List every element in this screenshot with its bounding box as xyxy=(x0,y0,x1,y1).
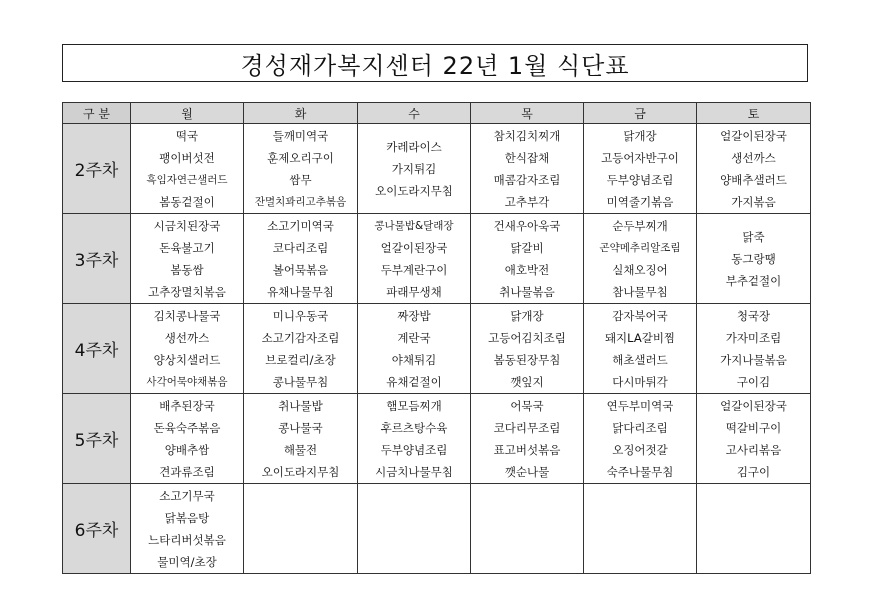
dish-item: 느타리버섯볶음 xyxy=(148,532,226,547)
dish-item: 건새우아욱국 xyxy=(493,218,561,233)
dish-item: 닭개장 xyxy=(623,128,657,143)
menu-cell-thu xyxy=(471,214,584,304)
dish-item: 고등어자반구이 xyxy=(601,150,679,165)
dish-item: 시금치나물무침 xyxy=(375,464,453,479)
title-box xyxy=(62,44,808,82)
dish-item: 얼갈이된장국 xyxy=(720,128,787,143)
dish-item: 닭개장 xyxy=(510,308,544,323)
week-row xyxy=(63,484,811,574)
menu-cell-tue xyxy=(244,484,358,574)
menu-cell-thu xyxy=(471,394,584,484)
week-label: 2주차 xyxy=(63,124,131,214)
dish-item: 닭죽 xyxy=(742,229,765,244)
week-row xyxy=(63,214,811,304)
dish-item: 오이도라지무침 xyxy=(261,464,340,479)
dish-item: 떡국 xyxy=(175,128,199,143)
menu-cell-thu xyxy=(471,484,584,574)
menu-cell-sat xyxy=(697,304,811,394)
dish-item: 유채나물무침 xyxy=(267,284,334,299)
menu-cell-mon xyxy=(131,214,244,304)
dish-item: 애호박전 xyxy=(504,262,550,277)
dish-item: 야채튀김 xyxy=(391,352,437,367)
dish-item: 카레라이스 xyxy=(386,139,442,154)
dish-item: 유채겉절이 xyxy=(386,374,442,389)
dish-item: 미역줄기볶음 xyxy=(606,194,674,209)
dish-item: 돈육숙주볶음 xyxy=(153,420,221,435)
dish-item: 표고버섯볶음 xyxy=(493,442,561,457)
dish-item: 생선까스 xyxy=(164,330,210,345)
dish-item: 닭갈비 xyxy=(510,240,544,255)
dish-item: 흑임자연근샐러드 xyxy=(146,173,228,186)
day-header-thu: 목 xyxy=(471,103,584,124)
menu-cell-wed xyxy=(358,304,471,394)
dish-item: 봄동된장무침 xyxy=(493,352,561,367)
dish-item: 소고기무국 xyxy=(159,488,215,503)
dish-item: 깻순나물 xyxy=(504,464,550,479)
dish-item: 청국장 xyxy=(736,308,771,323)
dish-item: 해초샐러드 xyxy=(612,352,668,367)
week-row xyxy=(63,124,811,214)
dish-item: 양상치샐러드 xyxy=(153,352,221,367)
dish-item: 콩나물무침 xyxy=(272,374,329,389)
dish-item: 파래무생채 xyxy=(386,284,442,299)
dish-item: 고등어김치조림 xyxy=(488,330,566,345)
menu-cell-sat xyxy=(697,124,811,214)
menu-cell-fri xyxy=(584,214,697,304)
dish-item: 매콤감자조림 xyxy=(493,172,561,187)
dish-item: 잔멸치꽈리고추볶음 xyxy=(254,195,347,208)
dish-item: 김치콩나물국 xyxy=(153,308,221,323)
week-label: 6주차 xyxy=(63,484,131,574)
dish-item: 볼어묵볶음 xyxy=(272,262,329,277)
dish-item: 고추부각 xyxy=(504,194,550,209)
dish-item: 곤약메추리알조림 xyxy=(599,241,681,254)
dish-item: 오징어젓갈 xyxy=(612,442,668,457)
week-label: 3주차 xyxy=(63,214,131,304)
week-label: 5주차 xyxy=(63,394,131,484)
dish-item: 닭볶음탕 xyxy=(164,510,210,525)
day-header-wed: 수 xyxy=(358,103,471,124)
week-row xyxy=(63,394,811,484)
dish-item: 돈육불고기 xyxy=(159,240,215,255)
dish-item: 김구이 xyxy=(736,464,771,479)
dish-item: 깻잎지 xyxy=(510,374,544,389)
dish-item: 고추장멸치볶음 xyxy=(148,284,226,299)
dish-item: 배추된장국 xyxy=(159,398,215,413)
dish-item: 얼갈이된장국 xyxy=(720,398,787,413)
dish-item: 후르츠탕수육 xyxy=(380,420,448,435)
dish-item: 쌈무 xyxy=(289,172,312,187)
day-header-sat: 토 xyxy=(697,103,811,124)
day-header-tue: 화 xyxy=(244,103,358,124)
dish-item: 취나물밥 xyxy=(278,398,323,413)
menu-cell-mon xyxy=(131,304,244,394)
menu-table xyxy=(62,102,811,574)
dish-item: 연두부미역국 xyxy=(606,398,674,413)
dish-item: 가지튀김 xyxy=(391,161,437,176)
dish-item: 브로컬리/초장 xyxy=(265,352,336,367)
dish-item: 해물전 xyxy=(283,442,318,457)
day-header-mon: 월 xyxy=(131,103,244,124)
dish-item: 오이도라지무침 xyxy=(375,183,453,198)
dish-item: 두부계란구이 xyxy=(380,262,448,277)
dish-item: 참나물무침 xyxy=(612,284,668,299)
week-column-header: 구 분 xyxy=(63,103,131,124)
dish-item: 감자북어국 xyxy=(612,308,668,323)
week-label: 4주차 xyxy=(63,304,131,394)
dish-item: 구이김 xyxy=(736,374,771,389)
dish-item: 견과류조림 xyxy=(159,464,215,479)
dish-item: 돼지LA갈비찜 xyxy=(604,330,676,345)
dish-item: 미니우동국 xyxy=(272,308,329,323)
dish-item: 가자미조림 xyxy=(725,330,782,345)
dish-item: 부추겉절이 xyxy=(725,273,782,288)
menu-cell-fri xyxy=(584,394,697,484)
dish-item: 소고기감자조림 xyxy=(261,330,340,345)
dish-item: 코다리무조림 xyxy=(493,420,561,435)
dish-item: 다시마튀각 xyxy=(612,374,668,389)
dish-item: 햄모듬찌개 xyxy=(386,398,442,413)
menu-cell-thu xyxy=(471,304,584,394)
dish-item: 시금치된장국 xyxy=(153,218,221,233)
dish-item: 봄동겉절이 xyxy=(159,194,215,209)
dish-item: 사각어묵야채볶음 xyxy=(146,375,228,388)
menu-cell-sat xyxy=(697,394,811,484)
menu-cell-tue xyxy=(244,124,358,214)
dish-item: 동그랑땡 xyxy=(731,251,776,266)
menu-cell-mon xyxy=(131,484,244,574)
dish-item: 한식잡채 xyxy=(504,150,550,165)
menu-cell-wed xyxy=(358,124,471,214)
dish-item: 떡갈비구이 xyxy=(725,420,782,435)
dish-item: 코다리조림 xyxy=(272,240,329,255)
dish-item: 두부양념조림 xyxy=(606,172,674,187)
menu-cell-wed xyxy=(358,214,471,304)
menu-cell-sat xyxy=(697,484,811,574)
menu-cell-tue xyxy=(244,304,358,394)
header-row xyxy=(63,103,811,124)
menu-cell-mon xyxy=(131,124,244,214)
week-row xyxy=(63,304,811,394)
dish-item: 양배추쌈 xyxy=(164,442,210,457)
dish-item: 계란국 xyxy=(397,330,431,345)
menu-cell-wed xyxy=(358,394,471,484)
menu-cell-tue xyxy=(244,214,358,304)
dish-item: 가지볶음 xyxy=(731,194,776,209)
dish-item: 양배추샐러드 xyxy=(720,172,787,187)
dish-item: 봄동쌈 xyxy=(170,262,204,277)
menu-body xyxy=(63,124,811,574)
dish-item: 참치김치찌개 xyxy=(493,128,561,143)
menu-cell-fri xyxy=(584,304,697,394)
dish-item: 콩나물국 xyxy=(278,420,323,435)
dish-item: 생선까스 xyxy=(731,150,776,165)
dish-item: 팽이버섯전 xyxy=(159,150,215,165)
dish-item: 어묵국 xyxy=(510,398,544,413)
dish-item: 소고기미역국 xyxy=(267,218,334,233)
dish-item: 고사리볶음 xyxy=(725,442,782,457)
day-header-fri: 금 xyxy=(584,103,697,124)
dish-item: 실채오징어 xyxy=(612,262,668,277)
dish-item: 숙주나물무침 xyxy=(606,464,674,479)
menu-cell-fri xyxy=(584,124,697,214)
dish-item: 가지나물볶음 xyxy=(720,352,787,367)
dish-item: 취나물볶음 xyxy=(499,284,555,299)
dish-item: 콩나물밥&달래장 xyxy=(374,219,454,232)
dish-item: 두부양념조림 xyxy=(380,442,448,457)
menu-cell-sat xyxy=(697,214,811,304)
menu-cell-wed xyxy=(358,484,471,574)
dish-item: 얼갈이된장국 xyxy=(380,240,448,255)
menu-cell-mon xyxy=(131,394,244,484)
dish-item: 닭다리조림 xyxy=(612,420,668,435)
dish-item: 짜장밥 xyxy=(397,308,431,323)
menu-cell-tue xyxy=(244,394,358,484)
page-title: 경성재가복지센터 22년 1월 식단표 xyxy=(240,51,630,80)
menu-cell-fri xyxy=(584,484,697,574)
dish-item: 훈제오리구이 xyxy=(267,150,334,165)
dish-item: 순두부찌개 xyxy=(612,218,668,233)
dish-item: 들깨미역국 xyxy=(272,128,329,143)
dish-item: 물미역/초장 xyxy=(157,554,217,569)
menu-cell-thu xyxy=(471,124,584,214)
